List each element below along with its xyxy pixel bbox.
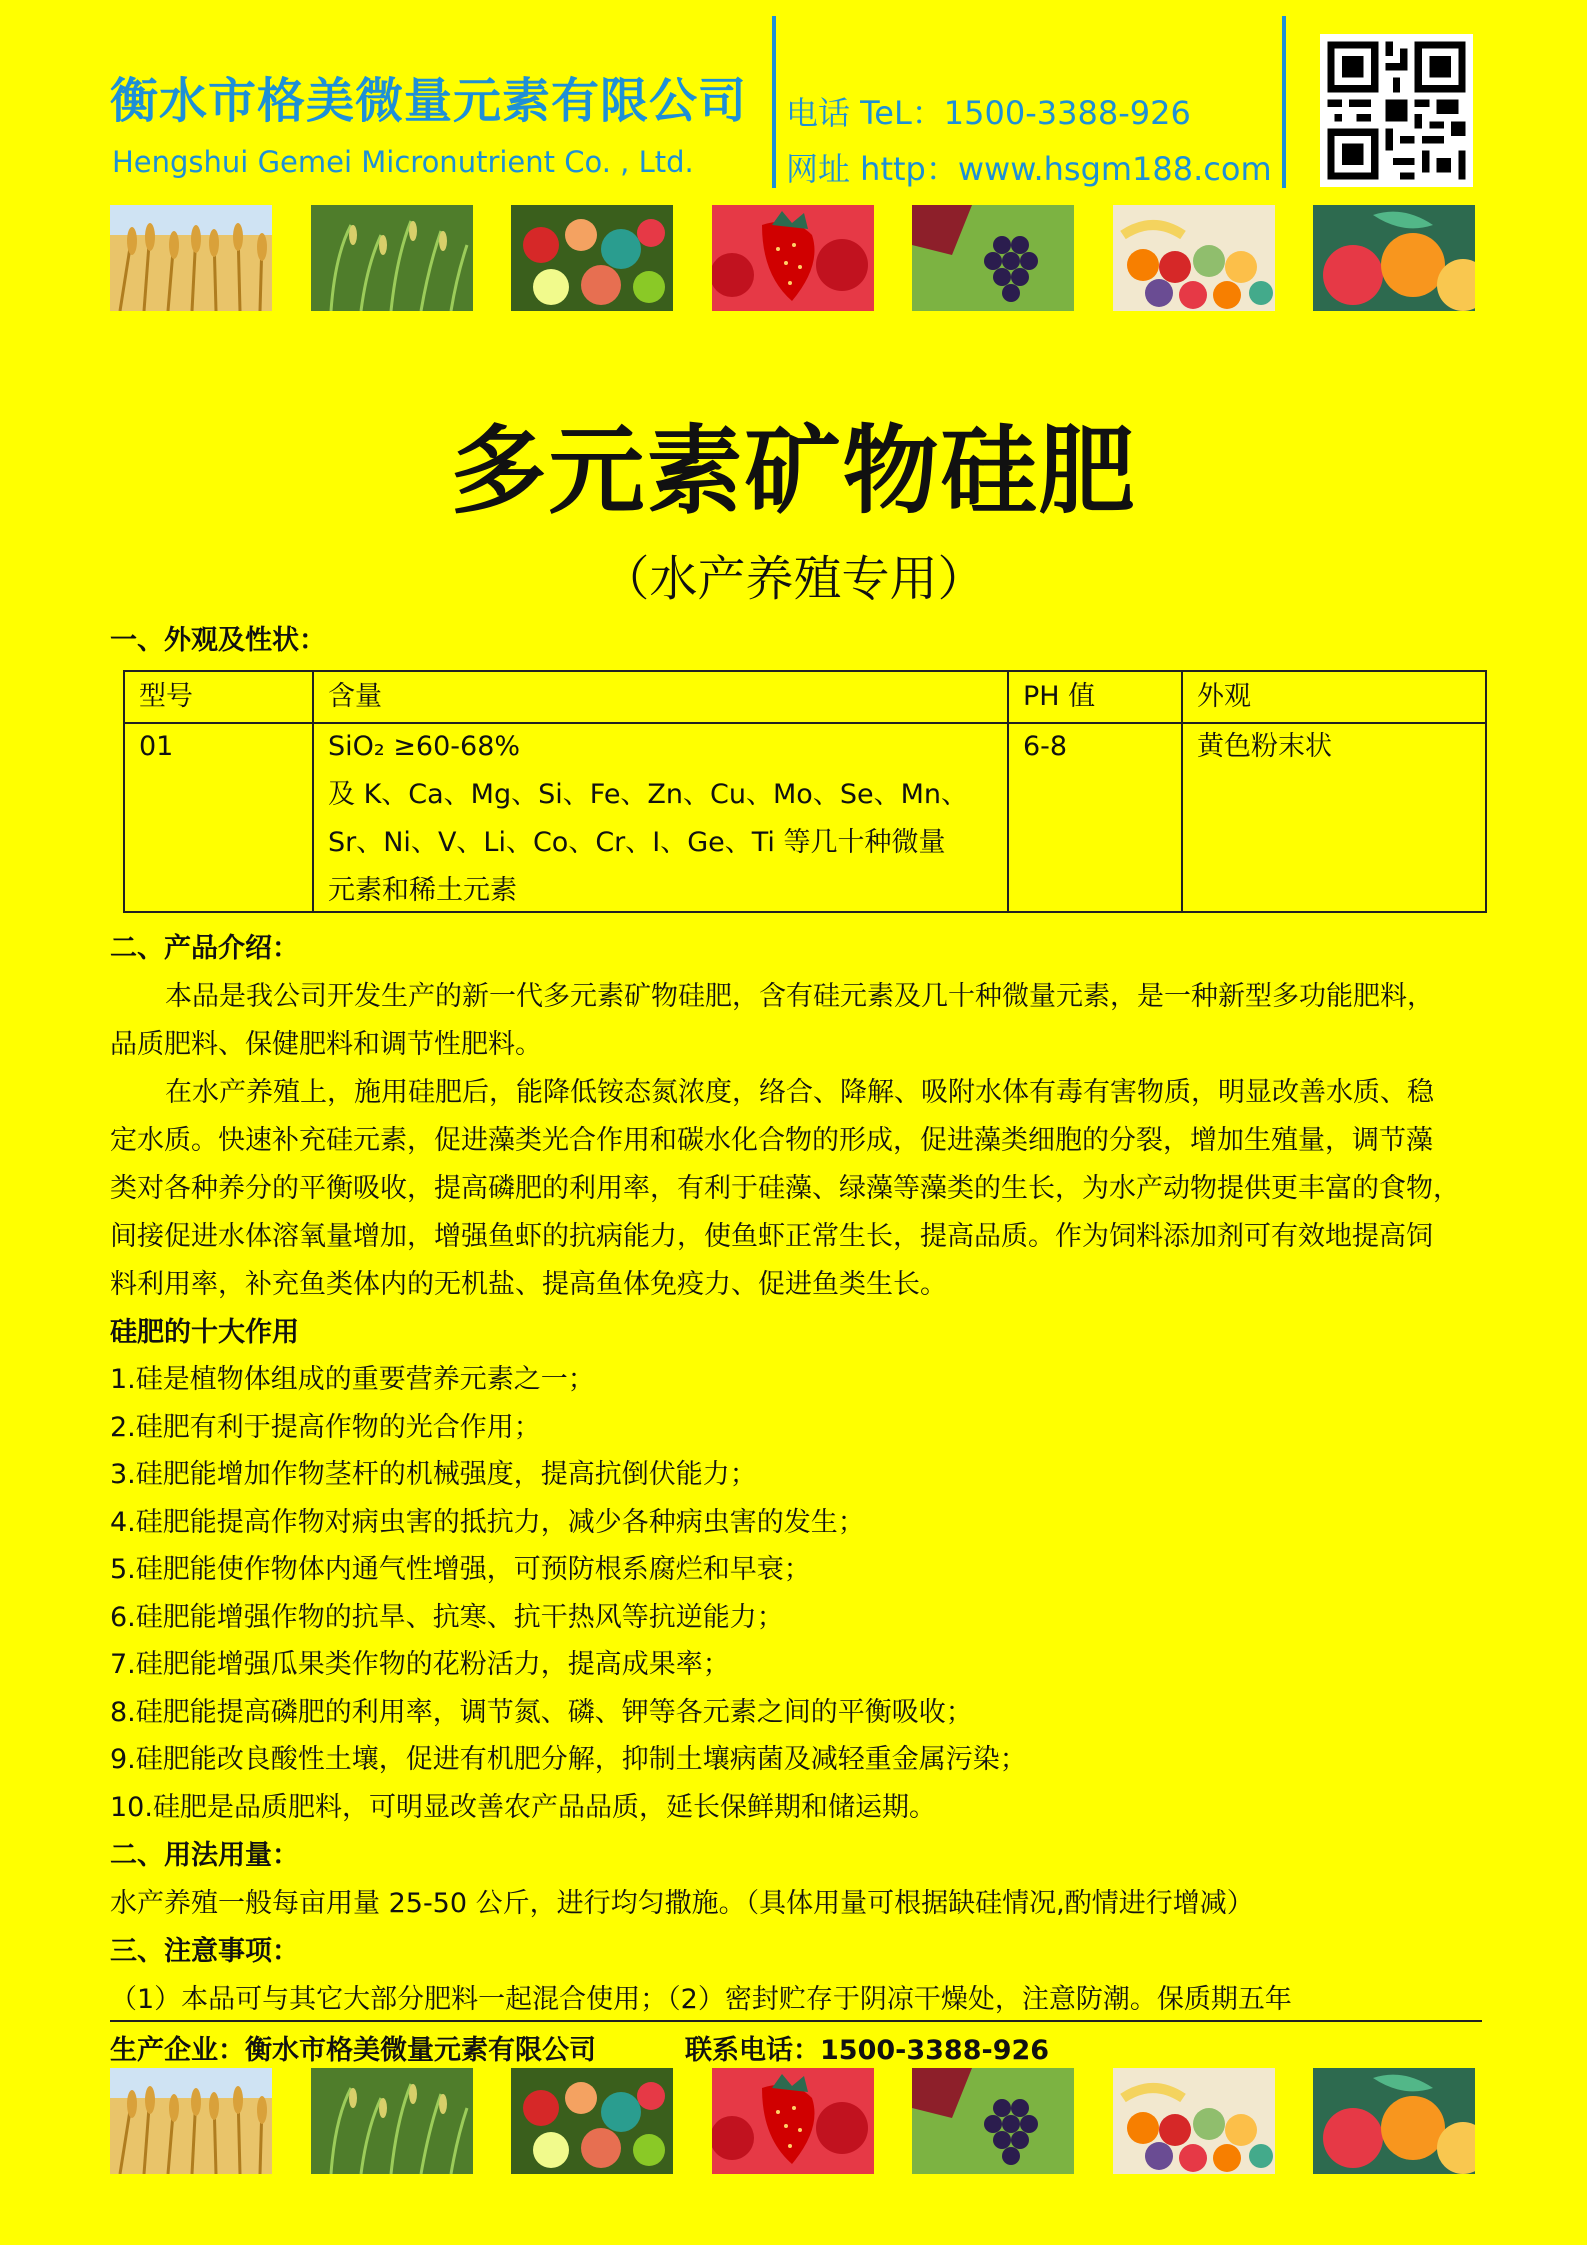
intro-paragraph-line: 在水产养殖上，施用硅肥后，能降低铵态氮浓度，络合、降解、吸附水体有毒有害物质，明显改善水质、稳 xyxy=(165,1077,1434,1108)
table-header-content: 含量 xyxy=(328,681,382,712)
function-item: 2.硅肥有利于提高作物的光合作用； xyxy=(110,1412,541,1443)
function-item: 8.硅肥能提高磷肥的利用率，调节氮、磷、钾等各元素之间的平衡吸收； xyxy=(110,1697,973,1728)
intro-paragraph-line: 料利用率，补充鱼类体内的无机盐、提高鱼体免疫力、促进鱼类生长。 xyxy=(110,1269,947,1300)
function-item: 9.硅肥能改良酸性土壤，促进有机肥分解，抑制土壤病菌及减轻重金属污染； xyxy=(110,1744,1027,1775)
section-heading-usage: 二、用法用量： xyxy=(110,1840,299,1871)
function-item: 10.硅肥是品质肥料，可明显改善农产品品质，延长保鲜期和储运期。 xyxy=(110,1792,936,1823)
grapes-photo xyxy=(912,2068,1074,2174)
strawberry-photo xyxy=(712,2068,874,2174)
function-item: 4.硅肥能提高作物对病虫害的抵抗力，减少各种病虫害的发生； xyxy=(110,1507,865,1538)
wheat-photo xyxy=(110,205,272,311)
table-cell-model: 01 xyxy=(139,731,174,762)
company-name-en: Hengshui Gemei Micronutrient Co. , Ltd. xyxy=(112,145,694,179)
table-header-appearance: 外观 xyxy=(1197,681,1251,712)
table-cell-ph: 6-8 xyxy=(1023,731,1068,762)
photo-strip-top xyxy=(110,205,1475,311)
section-heading-notes: 三、注意事项： xyxy=(110,1936,299,1967)
rice-photo xyxy=(311,2068,473,2174)
vegetables-photo xyxy=(511,2068,673,2174)
header-divider xyxy=(772,16,776,188)
functions-heading: 硅肥的十大作用 xyxy=(110,1317,299,1348)
intro-paragraph-line: 类对各种养分的平衡吸收，提高磷肥的利用率，有利于硅藻、绿藻等藻类的生长，为水产动物提供更丰富的食物， xyxy=(110,1173,1460,1204)
fruit-basket-photo xyxy=(1113,2068,1275,2174)
fruits-photo xyxy=(1313,205,1475,311)
intro-paragraph-line: 品质肥料、保健肥料和调节性肥料。 xyxy=(110,1029,542,1060)
spec-table xyxy=(123,670,1487,913)
function-item: 6.硅肥能增强作物的抗旱、抗寒、抗干热风等抗逆能力； xyxy=(110,1602,784,1633)
fruit-basket-photo xyxy=(1113,205,1275,311)
notes-text: （1）本品可与其它大部分肥料一起混合使用；（2）密封贮存于阴凉干燥处，注意防潮。保质期五年 xyxy=(110,1984,1292,2015)
table-cell-content-line: 元素和稀土元素 xyxy=(328,875,517,906)
table-header-ph: PH 值 xyxy=(1023,681,1096,712)
function-item: 3.硅肥能增加作物茎杆的机械强度，提高抗倒伏能力； xyxy=(110,1459,757,1490)
page-subtitle: （水产养殖专用） xyxy=(601,551,986,607)
intro-paragraph-line: 定水质。快速补充硅元素，促进藻类光合作用和碳水化合物的形成，促进藻类细胞的分裂，增加生殖量，调节藻 xyxy=(110,1125,1433,1156)
qr-code-icon[interactable] xyxy=(1320,34,1473,187)
section-heading-appearance: 一、外观及性状： xyxy=(110,625,326,656)
fruits-photo xyxy=(1313,2068,1475,2174)
vegetables-photo xyxy=(511,205,673,311)
footer-producer: 生产企业：衡水市格美微量元素有限公司 xyxy=(110,2035,596,2066)
section-heading-intro: 二、产品介绍： xyxy=(110,933,299,964)
table-header-model: 型号 xyxy=(139,681,193,712)
header-website[interactable]: 网址 http：www.hsgm188.com xyxy=(786,150,1272,188)
table-cell-content-line: Sr、Ni、V、Li、Co、Cr、I、Ge、Ti 等几十种微量 xyxy=(328,827,946,858)
usage-text: 水产养殖一般每亩用量 25-50 公斤，进行均匀撒施。（具体用量可根据缺硅情况,酌情进行增减） xyxy=(110,1888,1254,1919)
header-divider xyxy=(1282,16,1286,188)
table-cell-appearance: 黄色粉末状 xyxy=(1197,731,1332,762)
company-name-cn: 衡水市格美微量元素有限公司 xyxy=(110,73,748,129)
page-title: 多元素矿物硅肥 xyxy=(450,415,1137,527)
table-cell-content-line: SiO₂ ≥60-68% xyxy=(328,731,521,762)
grapes-photo xyxy=(912,205,1074,311)
function-item: 7.硅肥能增强瓜果类作物的花粉活力，提高成果率； xyxy=(110,1649,730,1680)
footer-contact: 联系电话：1500-3388-926 xyxy=(685,2035,1050,2066)
intro-paragraph-line: 间接促进水体溶氧量增加，增强鱼虾的抗病能力，使鱼虾正常生长，提高品质。作为饲料添加剂可有效地提高饲 xyxy=(110,1221,1433,1252)
strawberry-photo xyxy=(712,205,874,311)
header-phone: 电话 TeL：1500-3388-926 xyxy=(786,94,1191,132)
rice-photo xyxy=(311,205,473,311)
table-cell-content-line: 及 K、Ca、Mg、Si、Fe、Zn、Cu、Mo、Se、Mn、 xyxy=(328,779,968,810)
function-item: 1.硅是植物体组成的重要营养元素之一； xyxy=(110,1364,595,1395)
footer-divider xyxy=(110,2020,1482,2022)
intro-paragraph-line: 本品是我公司开发生产的新一代多元素矿物硅肥，含有硅元素及几十种微量元素，是一种新型多功能肥料， xyxy=(165,981,1434,1012)
function-item: 5.硅肥能使作物体内通气性增强，可预防根系腐烂和早衰； xyxy=(110,1554,811,1585)
photo-strip-bottom xyxy=(110,2068,1475,2174)
wheat-photo xyxy=(110,2068,272,2174)
